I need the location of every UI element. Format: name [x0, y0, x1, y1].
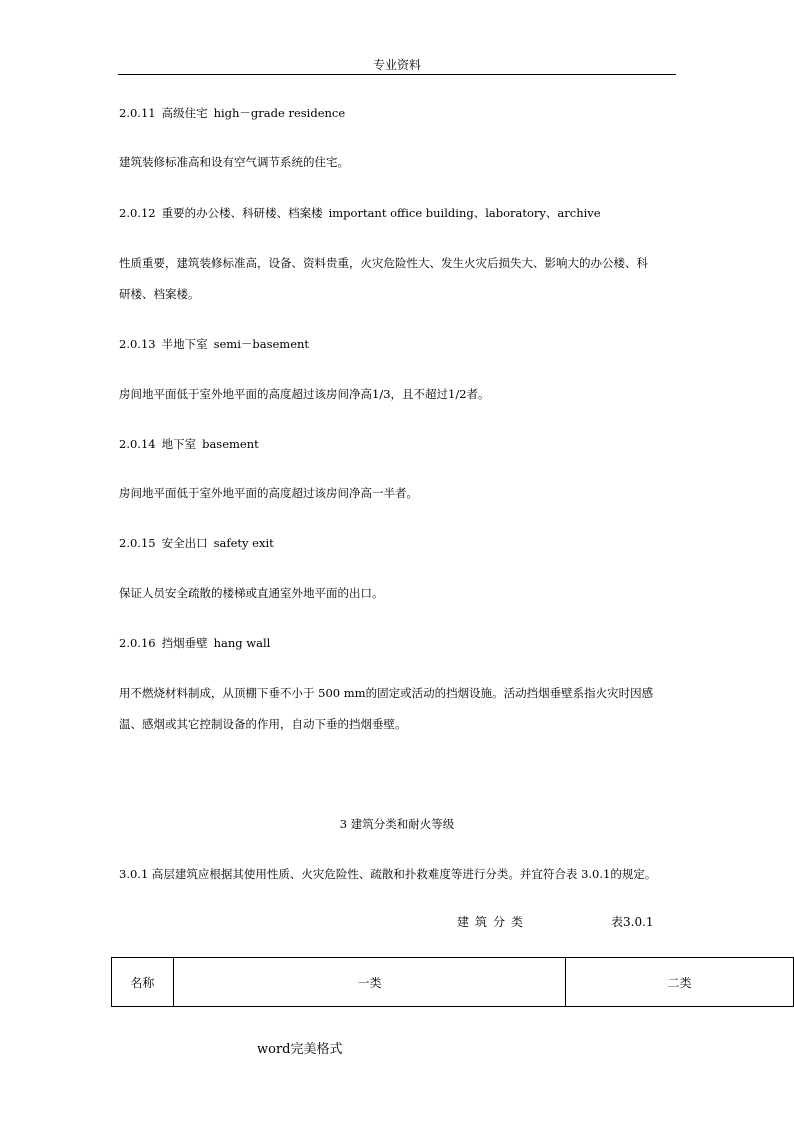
table-header-name: 名称: [112, 958, 174, 1007]
table-caption: [457, 914, 654, 930]
definition-term-zh: 挡烟垂壁: [161, 636, 208, 650]
definition-heading-2-0-12: [119, 205, 607, 221]
definition-term-en: safety exit: [213, 536, 274, 550]
page-header-title: 专业资料: [372, 58, 421, 72]
definition-body-line: 用不燃烧材料制成，从顶棚下垂不小于 500 mm的固定或活动的挡烟设施。活动挡烟垂壁系指火灾时因感: [119, 686, 654, 700]
definition-term-zh: 重要的办公楼、科研楼、档案楼: [161, 206, 323, 220]
section-title: 3 建筑分类和耐火等级: [339, 817, 455, 831]
definition-term-en: basement: [202, 437, 259, 451]
table-caption-number: 表3.0.1: [611, 915, 654, 929]
definition-code: 2.0.13: [119, 337, 156, 351]
definition-body-line: 房间地平面低于室外地平面的高度超过该房间净高1/3，且不超过1/2者。: [119, 387, 490, 401]
definition-heading-2-0-14: [119, 436, 265, 452]
definition-term-zh: 半地下室: [161, 337, 208, 351]
definition-code: 2.0.12: [119, 206, 156, 220]
definition-code: 2.0.11: [119, 106, 156, 120]
definition-body-line: 研楼、档案楼。: [119, 287, 200, 301]
table-header-class-one: 一类: [173, 958, 565, 1007]
definition-term-zh: 高级住宅: [161, 106, 208, 120]
header-divider: [118, 74, 676, 75]
definition-body-line: 房间地平面低于室外地平面的高度超过该房间净高一半者。: [119, 486, 418, 500]
definition-term-en: hang wall: [213, 636, 271, 650]
clause-3-0-1: 3.0.1 高层建筑应根据其使用性质、火灾危险性、疏散和扑救难度等进行分类。并宜符合表 3.0.1的规定。: [119, 867, 657, 881]
definition-term-en: important office building、laboratory、archive: [328, 206, 601, 220]
definition-code: 2.0.14: [119, 437, 156, 451]
definition-heading-2-0-11: [119, 105, 351, 121]
table-caption-title: 建筑分类: [457, 915, 530, 929]
definition-term-en: high－grade residence: [213, 106, 346, 120]
definition-code: 2.0.15: [119, 536, 156, 550]
definition-term-zh: 安全出口: [161, 536, 208, 550]
table-header-row: [112, 958, 794, 1007]
definition-body-line: 保证人员安全疏散的楼梯或直通室外地平面的出口。: [119, 586, 384, 600]
definition-body-line: 建筑装修标准高和设有空气调节系统的住宅。: [119, 155, 349, 169]
definition-term-en: semi－basement: [213, 337, 310, 351]
definition-body-line: 温、感烟或其它控制设备的作用，自动下垂的挡烟垂壁。: [119, 717, 407, 731]
definition-code: 2.0.16: [119, 636, 156, 650]
definition-heading-2-0-13: [119, 336, 315, 352]
definition-heading-2-0-16: [119, 635, 276, 651]
definition-body-line: 性质重要，建筑装修标准高，设备、资料贵重，火灾危险性大、发生火灾后损失大、影响大的办公楼、科: [119, 256, 648, 270]
building-classification-table: [111, 957, 794, 1007]
definition-heading-2-0-15: [119, 535, 280, 551]
page-footer: word完美格式: [257, 1042, 343, 1057]
definition-term-zh: 地下室: [161, 437, 197, 451]
table-header-class-two: 二类: [566, 958, 794, 1007]
